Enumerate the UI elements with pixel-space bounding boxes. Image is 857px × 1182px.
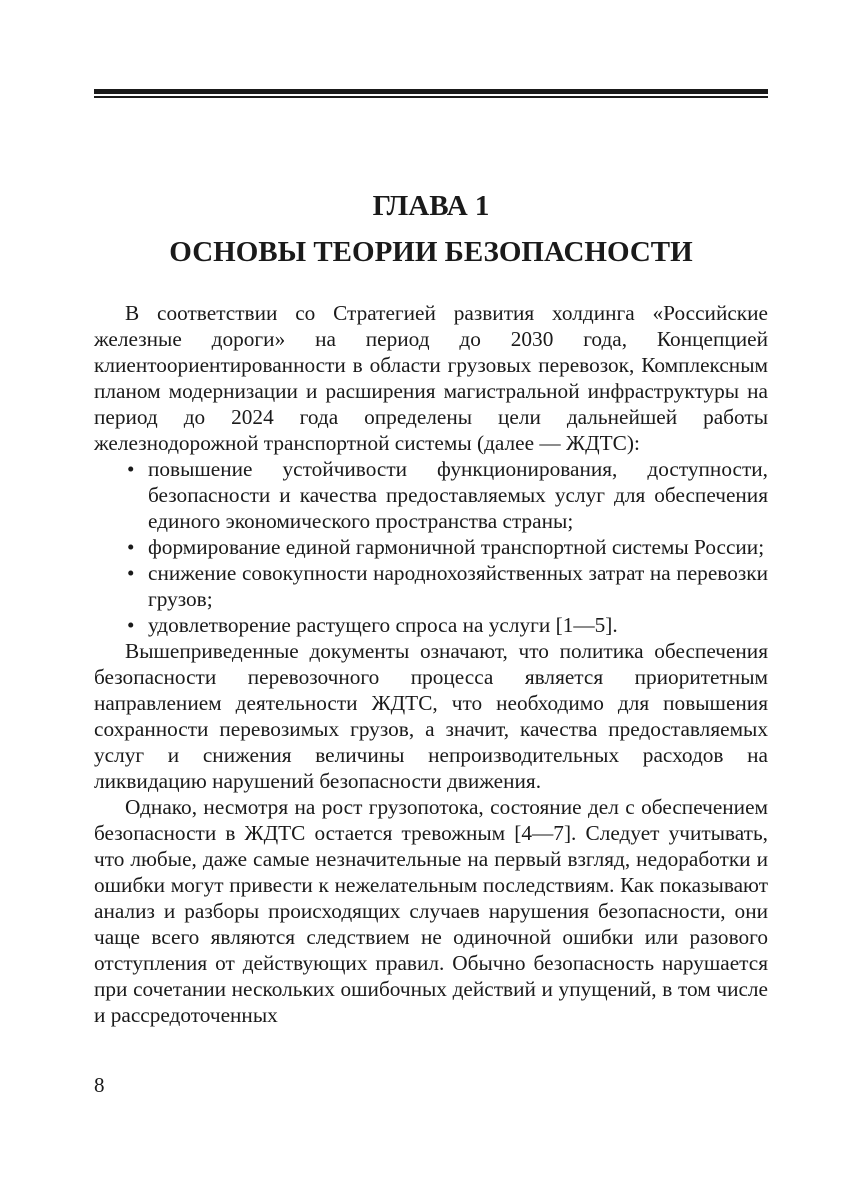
list-item xyxy=(94,560,768,612)
bullet-icon: • xyxy=(127,613,135,637)
bullet-icon: • xyxy=(127,457,135,481)
bullet-icon: • xyxy=(127,561,135,585)
header-rule-thin xyxy=(94,96,768,98)
list-item-text: повышение устойчивости функционирования, доступности, безопасности и качества предоставляемых услуг для обеспечения единого экономического пространства страны; xyxy=(148,457,768,533)
goals-list xyxy=(94,456,768,638)
list-item-text: формирование единой гармоничной транспортной системы России; xyxy=(148,535,765,559)
list-item-text: удовлетворение растущего спроса на услуги [1—5]. xyxy=(148,613,618,637)
chapter-label: ГЛАВА 1 xyxy=(372,190,490,222)
bullet-icon: • xyxy=(127,535,135,559)
paragraph-3: Однако, несмотря на рост грузопотока, состояние дел с обеспечением безопасности в ЖДТС остается тревожным [4—7]. Следует учитывать, что любые, даже самые незначительные на первый взгляд, недоработки и ошибки могут привести к нежелательным последствиям. Как показывают анализ и разборы происходящих случаев нарушения безопасности, они чаще всего являются следствием не одиночной ошибки или разового отступления от действующих правил. Обычно безопасность нарушается при сочетании нескольких ошибочных действий и упущений, в том числе и рассредоточенных xyxy=(94,795,768,1027)
paragraph-2: Вышеприведенные документы означают, что политика обеспечения безопасности перевозочного процесса является приоритетным направлением деятельности ЖДТС, что необходимо для повышения сохранности перевозимых грузов, а значит, качества предоставляемых услуг и снижения величины непроизводительных расходов на ликвидацию нарушений безопасности движения. xyxy=(94,639,768,793)
list-item xyxy=(94,612,768,638)
header-rule-thick xyxy=(94,89,768,94)
list-item-text: снижение совокупности народнохозяйственных затрат на перевозки грузов; xyxy=(148,561,768,611)
list-item xyxy=(94,456,768,534)
list-item xyxy=(94,534,768,560)
intro-paragraph: В соответствии со Стратегией развития холдинга «Российские железные дороги» на период до 2030 года, Концепцией клиентоориентированности в области грузовых перевозок, Комплексным планом модернизации и расширения магистральной инфраструктуры на период до 2024 года определены цели дальнейшей работы железнодорожной транспортной системы (далее — ЖДТС): xyxy=(94,301,768,455)
page-number: 8 xyxy=(94,1073,105,1097)
body-text xyxy=(94,300,768,1028)
chapter-title: ОСНОВЫ ТЕОРИИ БЕЗОПАСНОСТИ xyxy=(169,236,693,268)
